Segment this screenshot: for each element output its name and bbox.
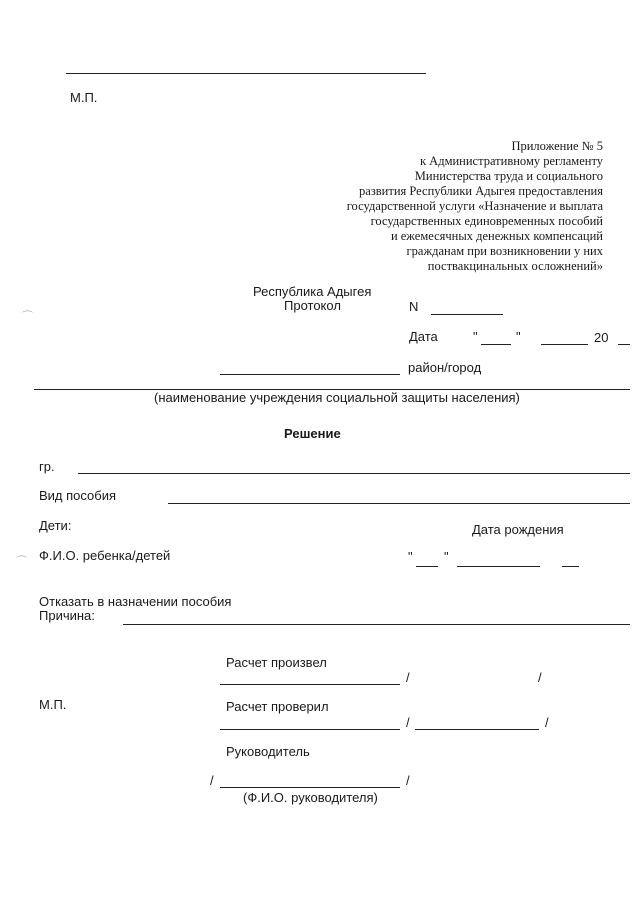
appendix-line: и ежемесячных денежных компенсаций [390, 229, 603, 243]
citizen-name-field[interactable] [78, 473, 630, 474]
date-year-field[interactable] [618, 344, 630, 345]
birth-year-field[interactable] [562, 566, 579, 567]
birth-day-field[interactable] [416, 566, 438, 567]
slash: / [406, 773, 410, 788]
appendix-line: развития Республики Адыгея предоставления [359, 184, 603, 198]
appendix-line: Министерства труда и социального [414, 169, 603, 183]
appendix-line: гражданам при возникновении у них [406, 244, 603, 258]
checked-by-label: Расчет проверил [226, 699, 329, 714]
top-stamp-label: М.П. [70, 90, 98, 105]
slash: / [210, 773, 214, 788]
benefit-type-label: Вид пособия [39, 488, 117, 503]
slash: / [545, 715, 549, 730]
birth-quote-open: " [408, 549, 413, 564]
children-label: Дети: [39, 518, 72, 533]
reason-label: Причина: [39, 608, 95, 623]
refuse-label: Отказать в назначении пособия [39, 594, 232, 609]
date-label: Дата [409, 329, 438, 344]
slash: / [406, 715, 410, 730]
scan-mark: ⌒ [16, 555, 27, 568]
head-caption: (Ф.И.О. руководителя) [243, 790, 378, 805]
reason-field[interactable] [123, 624, 630, 625]
date-year-prefix: 20 [594, 330, 609, 345]
institution-caption: (наименование учреждения социальной защиты населения) [154, 390, 520, 405]
slash: / [406, 670, 410, 685]
checked-by-signature-field[interactable] [220, 729, 400, 730]
decision-title: Решение [284, 426, 341, 441]
birth-date-label: Дата рождения [472, 522, 564, 537]
birth-month-field[interactable] [457, 566, 540, 567]
bottom-stamp-label: М.П. [39, 697, 67, 712]
calculated-by-signature-field[interactable] [220, 684, 400, 685]
appendix-line: государственных единовременных пособий [370, 214, 603, 228]
date-day-field[interactable] [481, 344, 511, 345]
appendix-block [347, 139, 603, 274]
birth-quote-close: " [444, 549, 449, 564]
appendix-line: Приложение № 5 [511, 139, 603, 153]
date-quote-close: " [516, 329, 521, 344]
checked-by-name-field[interactable] [415, 729, 539, 730]
appendix-line: поствакцинальных осложнений» [427, 259, 603, 273]
scan-mark: ⌒ [22, 310, 33, 323]
date-quote-open: " [473, 329, 478, 344]
benefit-type-field[interactable] [168, 503, 630, 504]
district-label: район/город [408, 360, 482, 375]
republic-name: Республика Адыгея [253, 284, 372, 299]
appendix-line: к Административному регламенту [419, 154, 603, 168]
date-month-field[interactable] [541, 344, 588, 345]
head-label: Руководитель [226, 744, 310, 759]
protocol-title: Протокол [284, 298, 341, 313]
slash: / [538, 670, 542, 685]
district-field[interactable] [220, 374, 400, 375]
appendix-line: государственной услуги «Назначение и выплата [346, 199, 603, 213]
protocol-number-field[interactable] [431, 314, 503, 315]
citizen-label: гр. [39, 459, 55, 474]
protocol-number-label: N [409, 299, 419, 314]
top-signature-line [66, 73, 426, 74]
calculated-by-label: Расчет произвел [226, 655, 327, 670]
child-name-label: Ф.И.О. ребенка/детей [39, 548, 171, 563]
head-name-field[interactable] [220, 787, 400, 788]
